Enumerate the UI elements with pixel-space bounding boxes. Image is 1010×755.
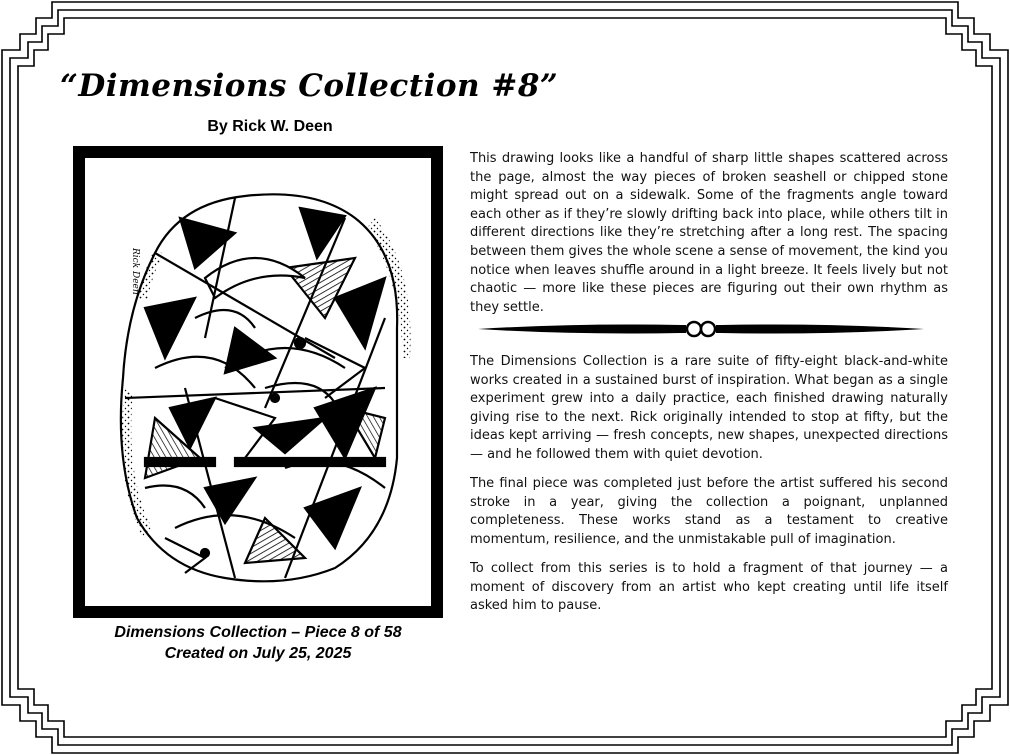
description-paragraph: This drawing looks like a handful of sharp little shapes scattered across the page, almost the way pieces of broken seashell or chipped stone might spread out on a sidewalk. Some of the fragments angle toward each other as if they’re slowly drifting back into place, while others tilt in different directions like they’re stretching after a long rest. The spacing between them gives the whole scene a sense of movement, the kind you notice when leaves shuffle around in a light breeze. It feels lively but not chaotic — more like these pieces are figuring out their own rhythm as they settle.	[470, 151, 948, 315]
ornamental-divider	[476, 318, 926, 340]
abstract-drawing	[85, 158, 431, 606]
artwork-image	[85, 158, 431, 606]
artist-signature: Rick Deen	[130, 248, 140, 295]
caption-date: Created on July 25, 2025	[164, 645, 352, 662]
artwork-frame	[73, 146, 443, 618]
caption-piece: Dimensions Collection – Piece 8 of 58	[114, 624, 402, 641]
page-title: “Dimensions Collection #8”	[60, 68, 559, 104]
final-piece-paragraph: The final piece was completed just before the artist suffered his second stroke in a year, giving the collection a poignant, unplanned completeness. These works stand as a testament to creative momentum, resilience, and the unmistakable pull of imagination.	[470, 476, 948, 547]
collection-paragraph: The Dimensions Collection is a rare suite of fifty-eight black-and-white works created in a sustained burst of inspiration. What began as a single experiment grew into a daily practice, each finished drawing naturally giving rise to the next. Rick originally intended to stop at fifty, but the ideas kept arriving — fresh concepts, new shapes, unexpected directions — and he followed them with quiet devotion.	[470, 354, 948, 462]
artist-byline: By Rick W. Deen	[207, 118, 333, 135]
collector-paragraph: To collect from this series is to hold a fragment of that journey — a moment of discovery from an artist who kept creating until life itself asked him to pause.	[470, 561, 948, 614]
artwork-caption	[73, 622, 443, 664]
